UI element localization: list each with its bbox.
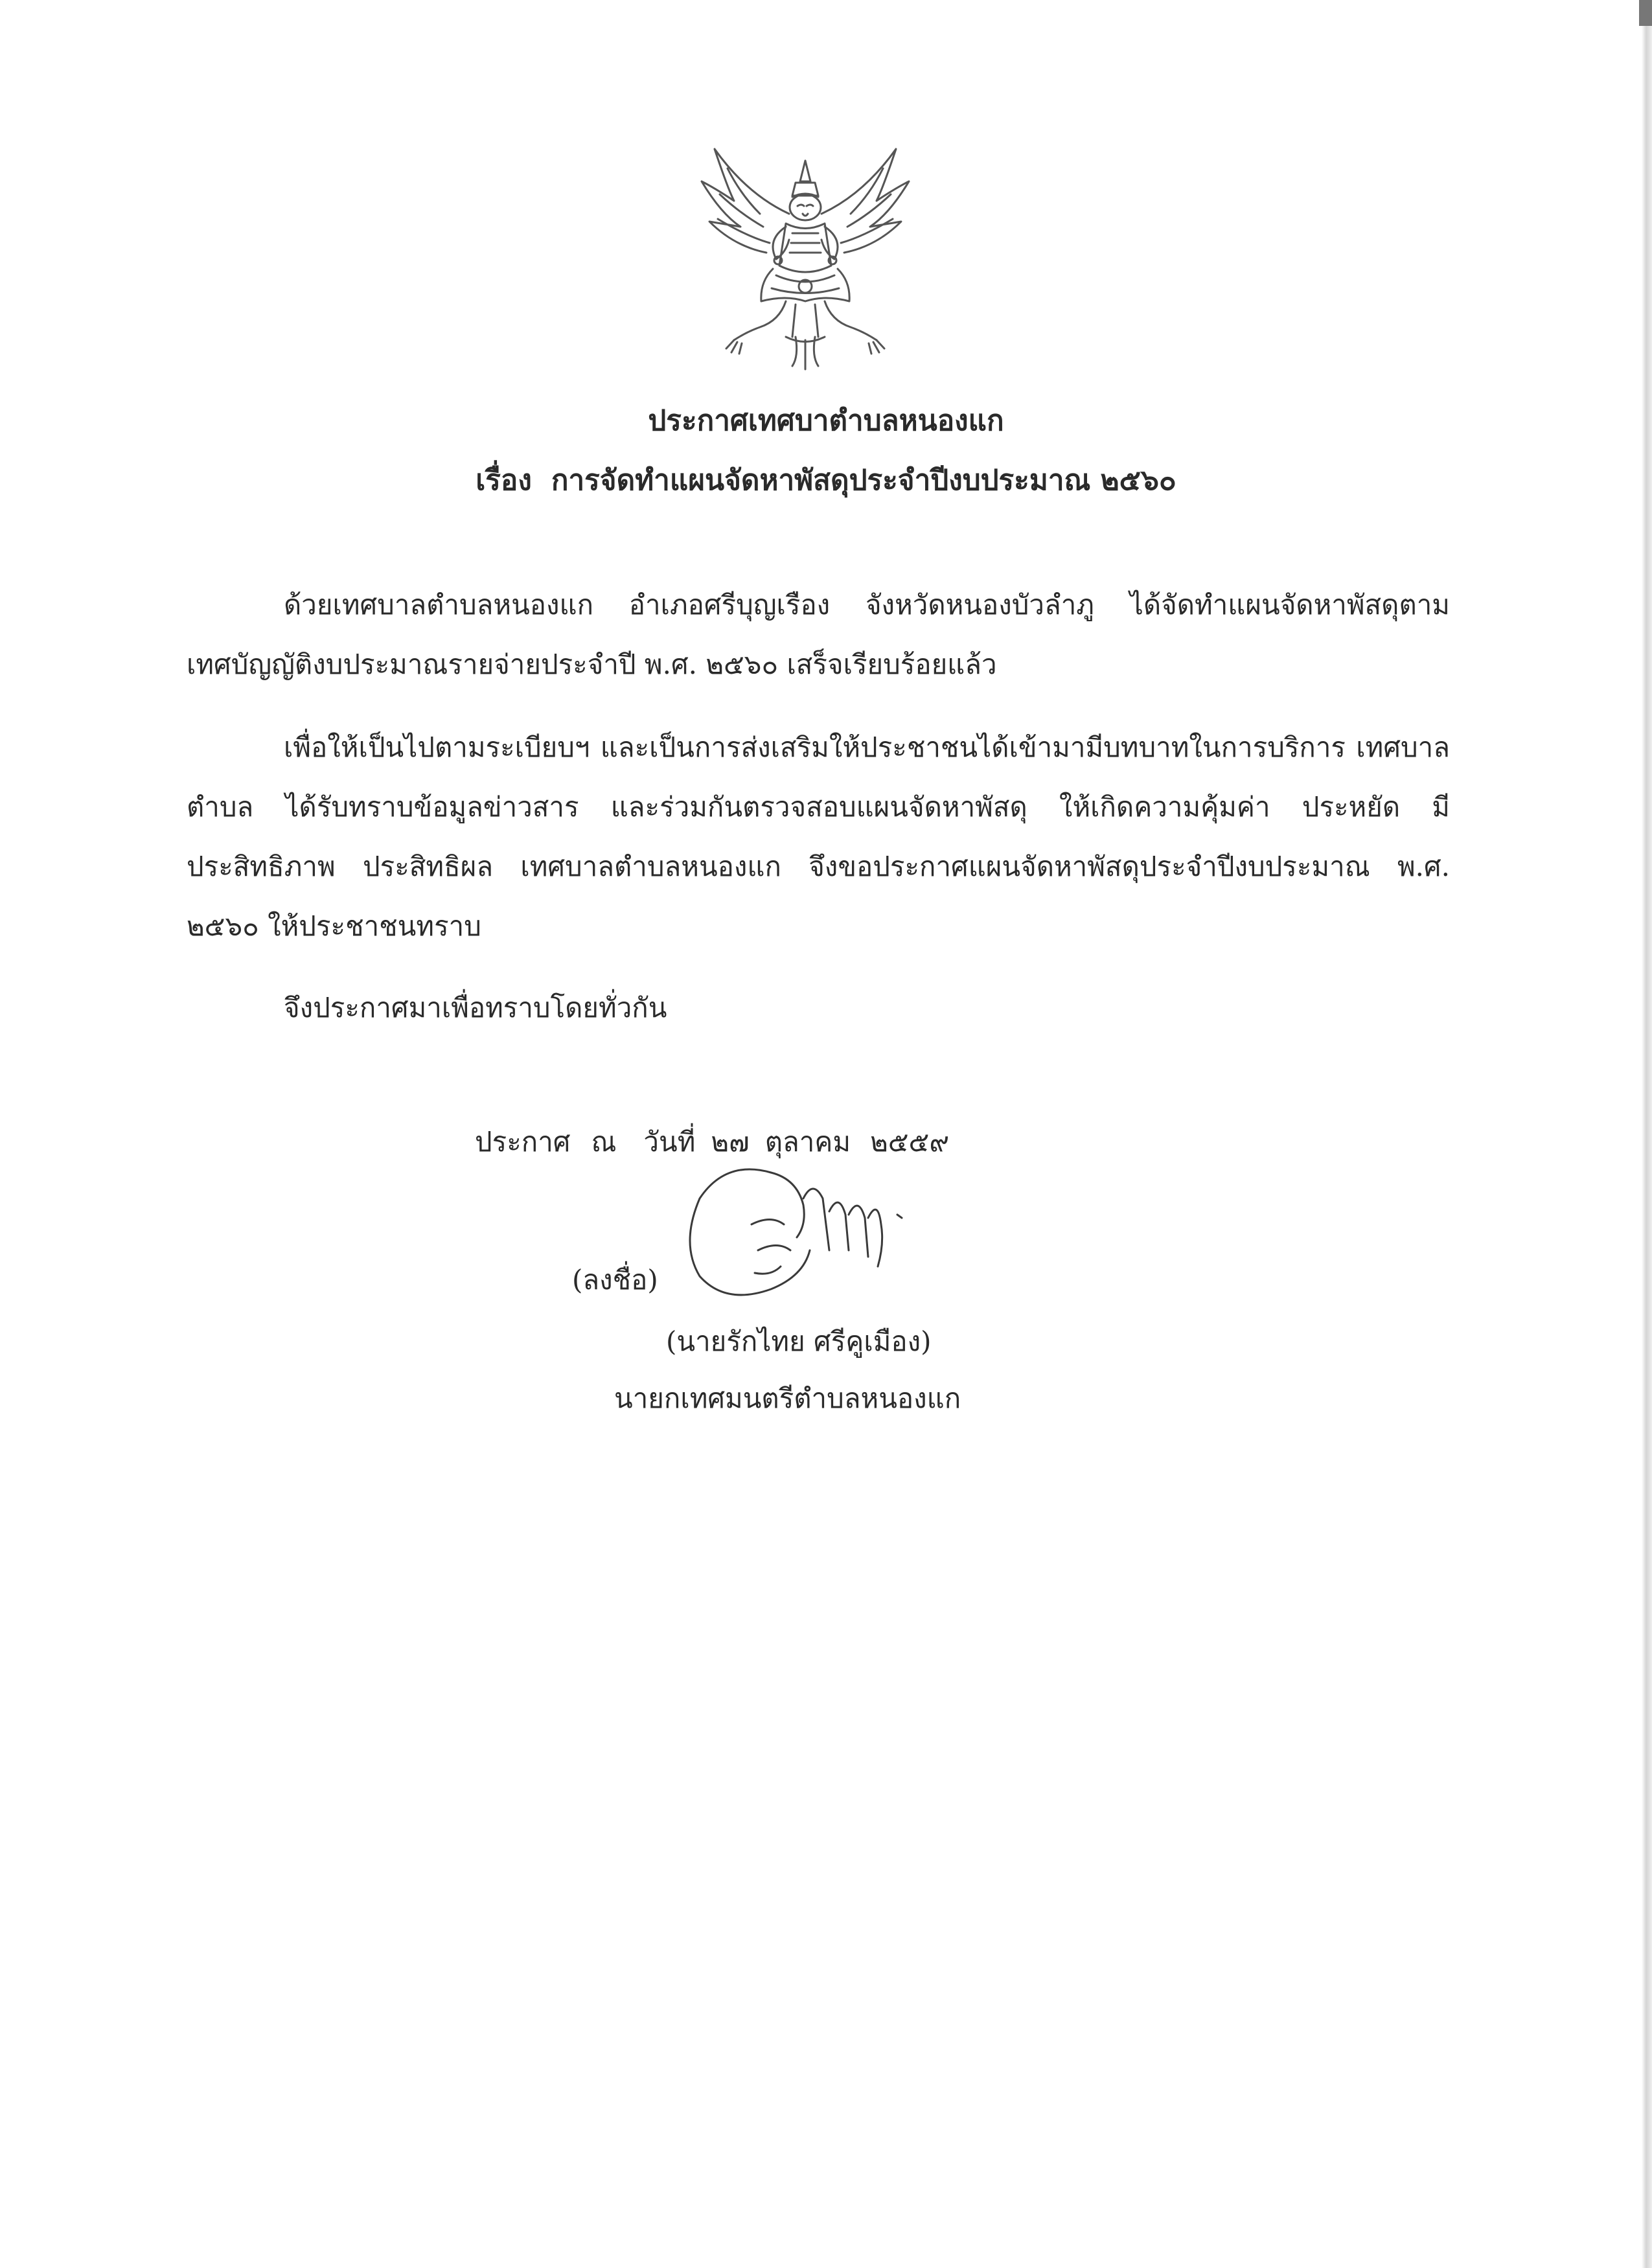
subject-prefix: เรื่อง: [476, 464, 532, 497]
page-edge-corner: [1639, 0, 1652, 26]
signature-icon: [674, 1153, 959, 1309]
at-label: ณ: [591, 1126, 617, 1158]
paragraph-1-text: ด้วยเทศบาลตำบลหนองแก อำเภอศรีบุญเรือง จังหวัดหนองบัวลำภู ได้จัดทำแผนจัดหาพัสดุตามเทศบัญญัติงบประมาณรายจ่ายประจำปี พ.ศ. ๒๕๖๐ เสร็จเรียบร้อยแล้ว: [187, 589, 1450, 680]
signer-name: (นายรักไทย ศรีคูเมือง): [666, 1325, 932, 1357]
signer-position: นายกเทศมนตรีตำบลหนองแก: [614, 1382, 961, 1414]
announced-label: ประกาศ: [475, 1126, 571, 1158]
page-edge-shadow: [1642, 0, 1652, 2268]
document-title: ประกาศเทศบาตำบลหนองแก: [648, 404, 1004, 437]
paragraph-2-text: เพื่อให้เป็นไปตามระเบียบฯ และเป็นการส่งเสริมให้ประชาชนได้เข้ามามีบทบาทในการบริการ เทศบาลตำบล ได้รับทราบข้อมูลข่าวสาร และร่วมกันตรวจสอบแผนจัดหาพัสดุ ให้เกิดความคุ้มค่า ประหยัด มีประสิทธิภาพ ประสิทธิผล เทศบาลตำบลหนองแก จึงขอประกาศแผนจัดหาพัสดุประจำปีงบประมาณ พ.ศ. ๒๕๖๐ ให้ประชาชนทราบ: [187, 731, 1450, 942]
garuda-emblem-icon: [689, 143, 922, 376]
subject-text: การจัดทำแผนจัดหาพัสดุประจำปีงบประมาณ ๒๕๖๐: [551, 464, 1176, 497]
month-value: ตุลาคม: [764, 1126, 851, 1158]
announcement-date: [475, 1128, 949, 1156]
paragraph-2: [187, 718, 1450, 956]
day-value: ๒๗: [711, 1126, 750, 1158]
year-value: ๒๕๕๙: [870, 1126, 950, 1158]
closing-statement: จึงประกาศมาเพื่อทราบโดยทั่วกัน: [284, 992, 667, 1024]
document-subject: [0, 466, 1652, 495]
paragraph-1: [187, 575, 1450, 694]
day-label: วันที่: [643, 1126, 696, 1158]
signed-label: (ลงชื่อ): [572, 1264, 658, 1296]
